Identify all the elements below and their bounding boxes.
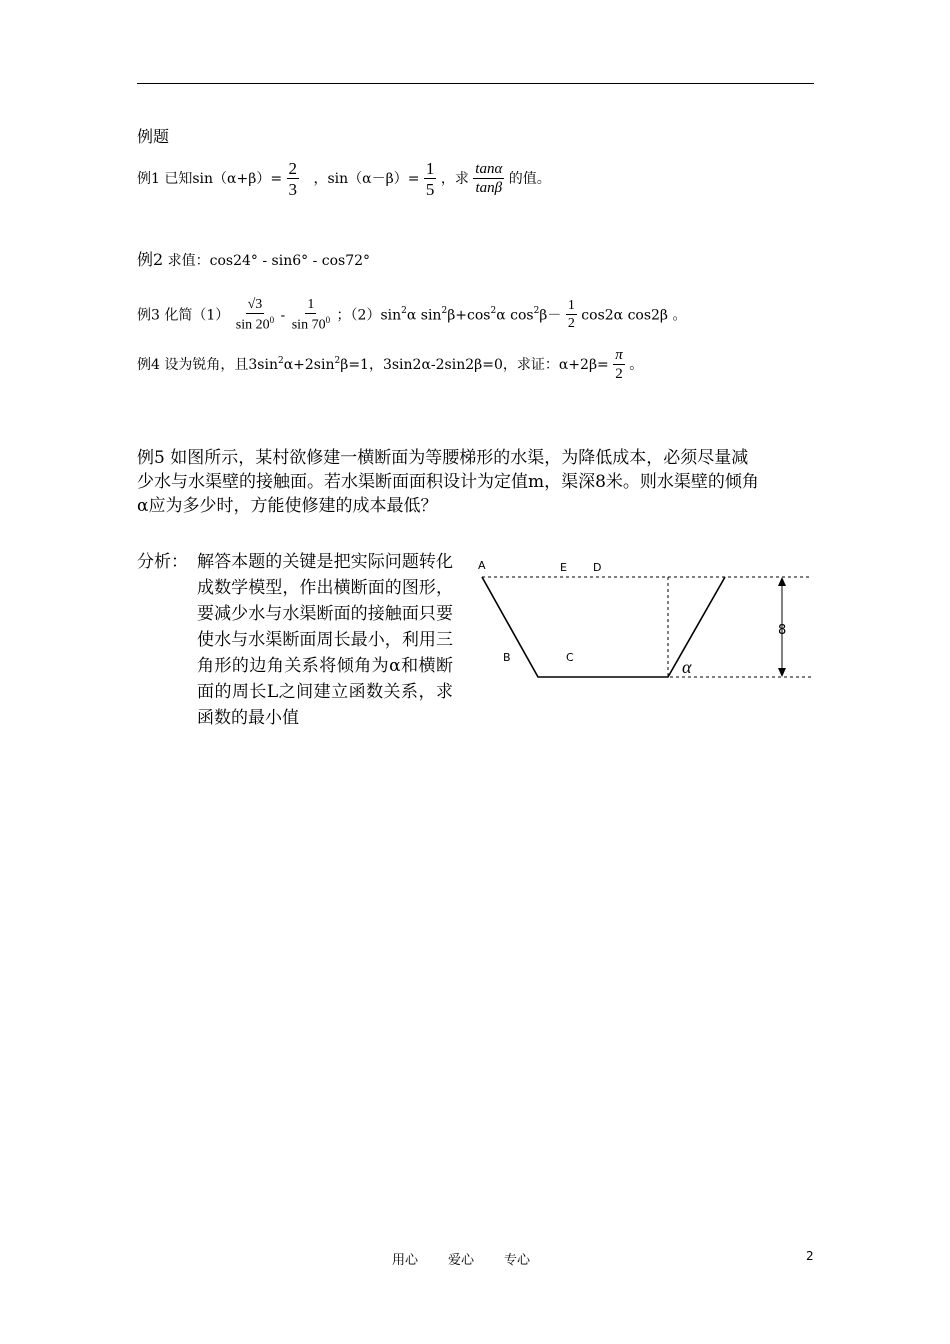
example-5-line-1: 例5 如图所示，某村欲修建一横断面为等腰梯形的水渠，为降低成本，必须尽量减 xyxy=(137,448,749,468)
depth-arrow-bottom xyxy=(778,668,786,677)
example-2-label: 例2 xyxy=(137,250,164,269)
example-4-fraction: $\frac{\pi}{2}$ xyxy=(615,347,623,382)
canal-cross-section-diagram xyxy=(470,555,820,695)
label-b: B xyxy=(503,651,511,664)
label-depth: 8 xyxy=(778,623,787,638)
example-2 xyxy=(137,252,370,268)
example-5 xyxy=(137,446,817,518)
header-rule xyxy=(137,83,814,84)
example-4-label: 例4 xyxy=(137,357,160,373)
example-3-fraction-3: $\frac{1}{2}$ xyxy=(567,298,575,332)
depth-arrow-top xyxy=(778,577,786,586)
label-a: A xyxy=(478,559,486,572)
example-4-text-a: 设为锐角，且3sin xyxy=(164,357,278,373)
example-3: 例3 化简（1） $\frac{√3}{\sin 20^0}$ - $\frac{1}{\sin 70^0}$ ；$(2)\sin^2\alpha$ $\sin^2\beta+\cos^2\alpha$ $\cos^2\beta-$ $\frac{1}{2}$ cos2α cos2β 。 xyxy=(137,297,687,333)
example-1-label: 例1 xyxy=(137,171,160,187)
example-1-text-c: ，求 xyxy=(440,171,469,187)
page-number: 2 xyxy=(806,1249,814,1263)
label-c: C xyxy=(566,651,574,664)
example-3-label: 例3 xyxy=(137,307,160,324)
example-1-fraction-3: $\frac{\tan\alpha}{\tan\beta}$ xyxy=(475,161,503,196)
example-3-fraction-1: $\frac{√3}{\sin 20^0}$ xyxy=(235,297,275,333)
label-d: D xyxy=(593,561,602,574)
example-4-text-b: 。 xyxy=(629,357,644,373)
example-2-text: 求值：cos24° - sin6° - cos72° xyxy=(167,253,371,269)
example-3-text-a: 化简（1） xyxy=(164,307,230,324)
label-alpha: α xyxy=(682,657,692,677)
label-e: E xyxy=(560,561,567,574)
example-3-text-c: cos2α cos2β 。 xyxy=(581,307,687,324)
example-1-text-b: ，sin（α－β）= xyxy=(313,171,420,187)
example-3-minus: - xyxy=(280,307,286,324)
example-5-line-3: α应为多少时，方能使修建的成本最低？ xyxy=(137,496,438,516)
example-1-fraction-1: $\frac{2}{3}$ xyxy=(288,159,298,199)
footer-word-3: 专心 xyxy=(504,1253,531,1268)
example-4: 例4 设为锐角，且$3\sin^2\alpha+2\sin^2\beta=1$，3sin2α-2sin2β=0，求证：α+2β= $\frac{\pi}{2}$ 。 xyxy=(137,347,644,382)
example-5-line-2: 少水与水渠壁的接触面。若水渠断面面积设计为定值m，渠深8米。则水渠壁的倾角 xyxy=(137,472,759,492)
example-1-text-d: 的值。 xyxy=(508,171,551,187)
footer-word-2: 爱心 xyxy=(448,1253,475,1268)
footer-word-1: 用心 xyxy=(392,1253,419,1268)
example-3-text-b: ；（2）sin xyxy=(336,307,402,324)
section-title: 例题 xyxy=(137,127,170,146)
example-1-text-a: 已知sin（α+β）= xyxy=(164,171,283,187)
example-1-fraction-2: $\frac{1}{5}$ xyxy=(425,159,435,199)
example-3-fraction-2: $\frac{1}{\sin 70^0}$ xyxy=(291,297,331,333)
example-1 xyxy=(137,160,551,198)
analysis-label: 分析： xyxy=(137,552,188,572)
analysis-text: 解答本题的关键是把实际问题转化成数学模型，作出横断面的图形，要减少水与水渠断面的接触面只要使水与水渠断面周长最小，利用三角形的边角关系将倾角为α和横断面的周长L之间建立函数关系，求函数的最小值 xyxy=(197,552,453,728)
